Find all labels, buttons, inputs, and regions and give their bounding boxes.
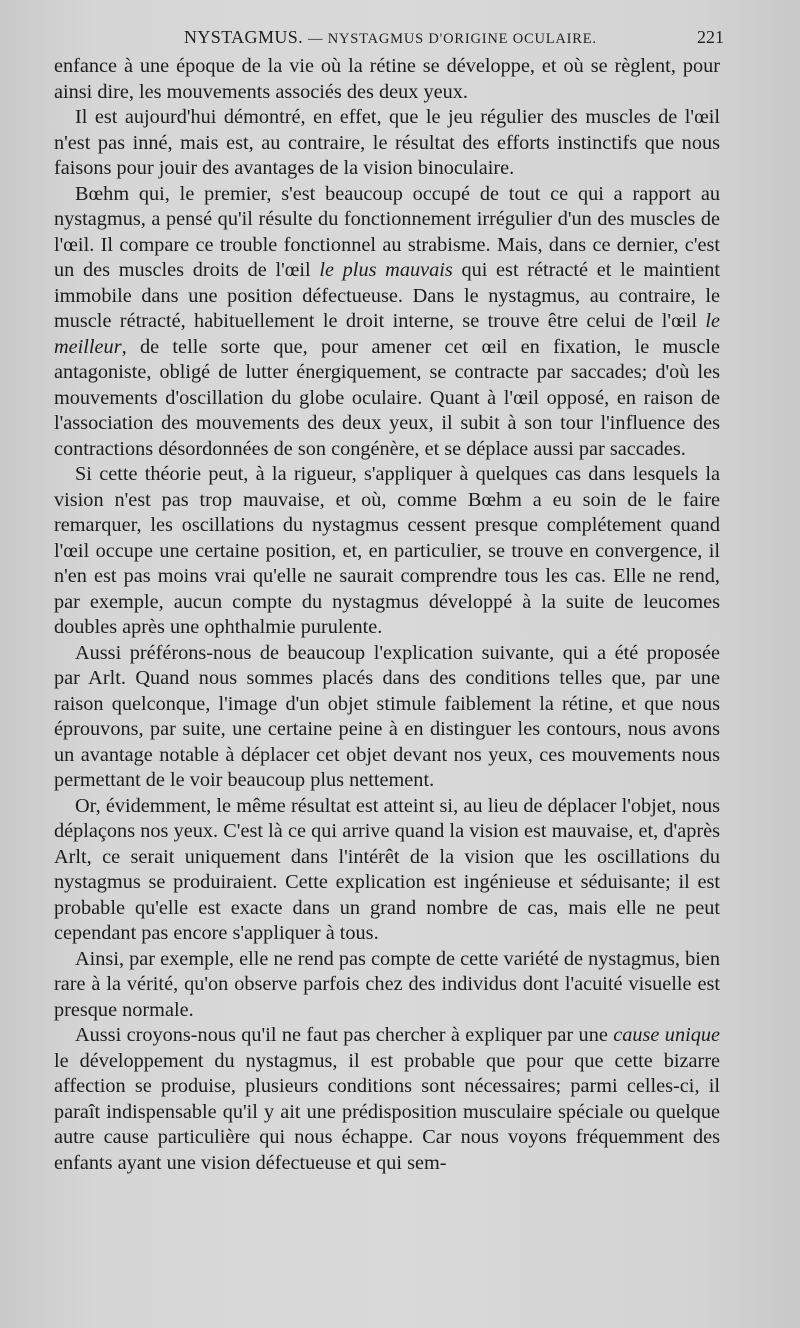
- paragraph-text: Aussi croyons-nous qu'il ne faut pas chercher à expliquer par une: [75, 1024, 614, 1046]
- running-head: [54, 24, 724, 50]
- body-text: [54, 54, 720, 1176]
- paragraph: [54, 182, 720, 463]
- chapter-title: NYSTAGMUS.: [184, 27, 304, 47]
- paragraph-text: le développement du nystagmus, il est probable que pour que cette bizarre affection se produise, plusieurs conditions sont nécessaires; parmi celles-ci, il paraît indispensable qu'il y ait une prédisposition musculaire spéciale ou quelque autre cause particulière qui nous échappe. Car nous voyons fréquemment des enfants ayant une vision défectueuse et qui sem-: [54, 1049, 720, 1174]
- paragraph-text: qui est rétracté et le maintient immobile dans une position défectueuse. Dans le nystagmus, au contraire, le muscle rétracté, habituellement le droit interne, se trouve être celui de l'œil: [54, 259, 720, 332]
- paragraph: Il est aujourd'hui démontré, en effet, que le jeu régulier des muscles de l'œil n'est pas inné, mais est, au contraire, le résultat des efforts instinctifs que nous faisons pour jouir des avantages de la vision binoculaire.: [54, 106, 720, 179]
- paragraph: Or, évidemment, le même résultat est atteint si, au lieu de déplacer l'objet, nous déplaçons nos yeux. C'est là ce qui arrive quand la vision est mauvaise, et, d'après Arlt, ce serait uniquement dans l'intérêt de la vision que les oscillations du nystagmus se produiraient. Cette explication est ingénieuse et séduisante; il est probable qu'elle est exacte dans un grand nombre de cas, mais elle ne peut cependant pas encore s'appliquer à tous.: [54, 794, 720, 944]
- paragraph: Aussi préférons-nous de beaucoup l'explication suivante, qui a été proposée par Arlt. Quand nous sommes placés dans des conditions telles que, par une raison quelconque, l'image d'un objet stimule faiblement la rétine, et que nous éprouvons, par suite, une certaine peine à en distinguer les contours, nous avons un avantage notable à déplacer cet objet devant nos yeux, ces mouvements nous permettant de le voir beaucoup plus nettement.: [54, 641, 720, 791]
- paragraph-text: , de telle sorte que, pour amener cet œil en fixation, le muscle antagoniste, obligé de lutter énergiquement, se contracte par saccades; d'où les mouvements d'oscillation du globe oculaire. Quant à l'œil opposé, en raison de l'association des mouvements des deux yeux, il subit à son tour l'influence des contractions désordonnées de son congénère, et se déplace aussi par saccades.: [54, 335, 720, 460]
- section-title: — NYSTAGMUS D'ORIGINE OCULAIRE.: [307, 31, 597, 47]
- paragraph: Ainsi, par exemple, elle ne rend pas compte de cette variété de nystagmus, bien rare à la vérité, qu'on observe parfois chez des individus dont l'acuité visuelle est presque normale.: [54, 947, 720, 1021]
- emphasis-text: cause unique: [613, 1024, 720, 1046]
- paragraph: [54, 1023, 720, 1176]
- paragraph: Si cette théorie peut, à la rigueur, s'appliquer à quelques cas dans lesquels la vision n'est pas trop mauvaise, et où, comme Bœhm a eu soin de le faire remarquer, les oscillations du nystagmus cessent presque complétement quand l'œil occupe une certaine position, et, en particulier, se trouve en convergence, il n'en est pas moins vrai qu'elle ne saurait comprendre tous les cas. Elle ne rend, par exemple, aucun compte du nystagmus développé à la suite de leucomes doubles après une ophthalmie purulente.: [54, 463, 720, 638]
- paragraph: enfance à une époque de la vie où la rétine se développe, et où se règlent, pour ainsi dire, les mouvements associés des deux yeux.: [54, 55, 720, 103]
- running-head-title: [184, 24, 597, 52]
- emphasis-text: le plus mauvais: [319, 259, 453, 281]
- emphasis-text: le meilleur: [54, 310, 720, 358]
- paragraph-text: Bœhm qui, le premier, s'est beaucoup occupé de tout ce qui a rapport au nystagmus, a pensé qu'il résulte du fonctionnement irrégulier d'un des muscles de l'œil. Il compare ce trouble fonctionnel au strabisme. Mais, dans ce dernier, c'est un des muscles droits de l'œil: [54, 182, 720, 281]
- page-number: 221: [697, 27, 724, 47]
